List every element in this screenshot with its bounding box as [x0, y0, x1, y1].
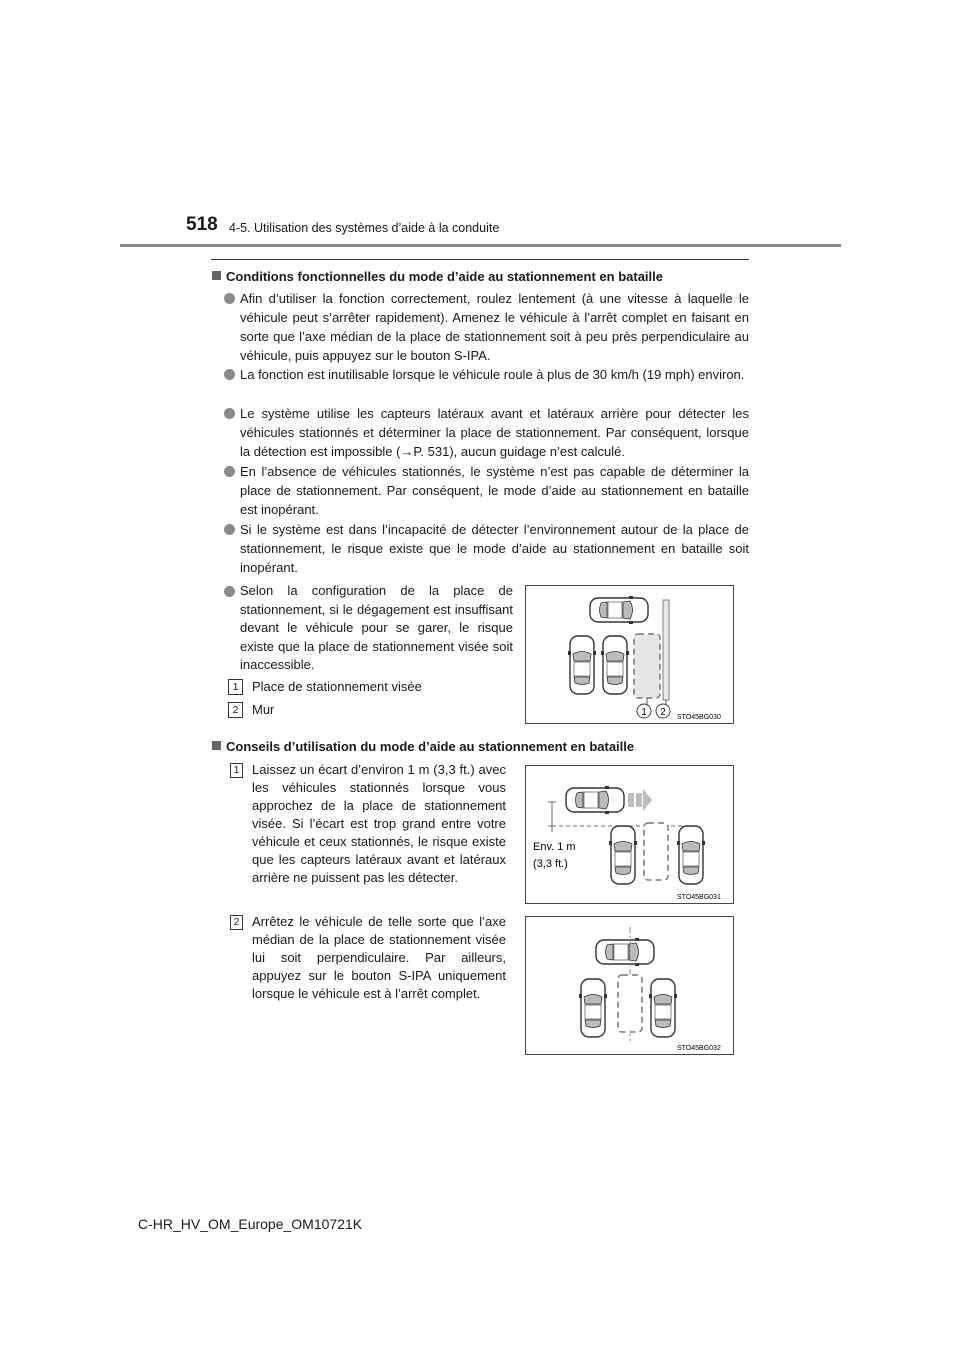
bullet-item [224, 520, 749, 577]
legend-label: Mur [252, 702, 275, 717]
bullet-text: Si le système est dans l’incapacité de détecter l’environnement autour de la place de stationnement, le risque existe que le mode d’aide au stationnement en bataille soit inopérant. [240, 522, 749, 575]
figure-callout-2: 2 [660, 707, 666, 718]
step-number: 1 [230, 763, 243, 778]
section-heading-text: Conditions fonctionnelles du mode d’aide au stationnement en bataille [226, 269, 663, 284]
figure-approach-distance-drawing [526, 766, 733, 903]
bullet-text: Afin d’utiliser la fonction correctement, roulez lentement (à une vitesse à laquelle le véhicule peut s’arrêter rapidement). Amenez le véhicule à l’arrêt complet en faisant en sorte que l’axe médian de la place de stationnement soit à peu près perpendiculaire au véhicule, puis appuyez sur le bouton S-IPA. [240, 291, 749, 363]
bullet-item [224, 289, 749, 365]
document-id: C-HR_HV_OM_Europe_OM10721K [138, 1216, 363, 1232]
tip-text [252, 913, 506, 1003]
bullet-text: Le système utilise les capteurs latéraux avant et latéraux arrière pour détecter les véhicules stationnés et déterminer la place de stationnement. Par conséquent, lorsque la détection est impossible (→P. 531), aucun guidage n’est calculé. [240, 406, 749, 459]
tip-paragraph: Arrêtez le véhicule de telle sorte que l’axe médian de la place de stationnement visée lui soit perpendiculaire. Par ailleurs, appuyez sur le bouton S-IPA uniquement lorsque le véhicule est à l’arrêt complet. [252, 914, 506, 1001]
figure-code: STO45BG030 [677, 714, 721, 721]
bullet-text: Selon la configuration de la place de stationnement, si le dégagement est insuffisant devant le véhicule pour se garer, le risque existe que la place de stationnement visée soit inaccessible. [240, 583, 513, 672]
chapter-title: 4-5. Utilisation des systèmes d’aide à la conduite [229, 221, 500, 235]
section-rule [211, 259, 749, 260]
bullet-dot-icon [224, 524, 235, 535]
figure-callout-1: 1 [641, 707, 647, 718]
figure-parking-wall [525, 585, 734, 724]
square-bullet-icon [212, 741, 221, 750]
callout-number: 1 [228, 679, 243, 695]
bullet-item [224, 582, 513, 675]
section-heading-tips [212, 739, 634, 754]
section-heading-text: Conseils d’utilisation du mode d’aide au stationnement en bataille [226, 739, 635, 754]
bullet-text: En l’absence de véhicules stationnés, le système n’est pas capable de déterminer la place de stationnement. Par conséquent, le mode d’aide au stationnement en bataille est inopérant. [240, 464, 749, 517]
distance-label: Env. 1 m [533, 841, 576, 853]
legend-item-target-space [228, 678, 422, 696]
figure-parking-wall-drawing [526, 586, 733, 723]
figure-perpendicular-stop [525, 916, 734, 1055]
bullet-item [224, 404, 749, 461]
bullet-dot-icon [224, 408, 235, 419]
header-rule [120, 244, 841, 247]
step-number: 2 [230, 915, 243, 930]
figure-perpendicular-stop-drawing [526, 917, 733, 1054]
distance-label-ft: (3,3 ft.) [533, 858, 568, 870]
section-heading-conditions [212, 269, 663, 284]
bullet-dot-icon [224, 466, 235, 477]
legend-label: Place de stationnement visée [252, 679, 422, 694]
bullet-dot-icon [224, 369, 235, 380]
bullet-dot-icon [224, 293, 235, 304]
bullet-item [224, 365, 749, 384]
legend-item-wall [228, 701, 274, 719]
tip-paragraph: Laissez un écart d’environ 1 m (3,3 ft.) avec les véhicules stationnés lorsque vous approchez de la place de stationnement visée. Si l’écart est trop grand entre votre véhicule et ceux stationnés, le risque existe que les capteurs latéraux avant et latéraux arrière ne puissent pas les détecter. [252, 762, 506, 885]
page-number: 518 [186, 214, 218, 235]
bullet-item [224, 462, 749, 519]
bullet-dot-icon [224, 586, 235, 597]
figure-code: STO45BG031 [677, 894, 721, 901]
bullet-text: La fonction est inutilisable lorsque le véhicule roule à plus de 30 km/h (19 mph) environ. [240, 367, 745, 382]
figure-code: STO45BG032 [677, 1045, 721, 1052]
tip-text [252, 761, 506, 887]
figure-approach-distance [525, 765, 734, 904]
square-bullet-icon [212, 271, 221, 280]
callout-number: 2 [228, 702, 243, 718]
